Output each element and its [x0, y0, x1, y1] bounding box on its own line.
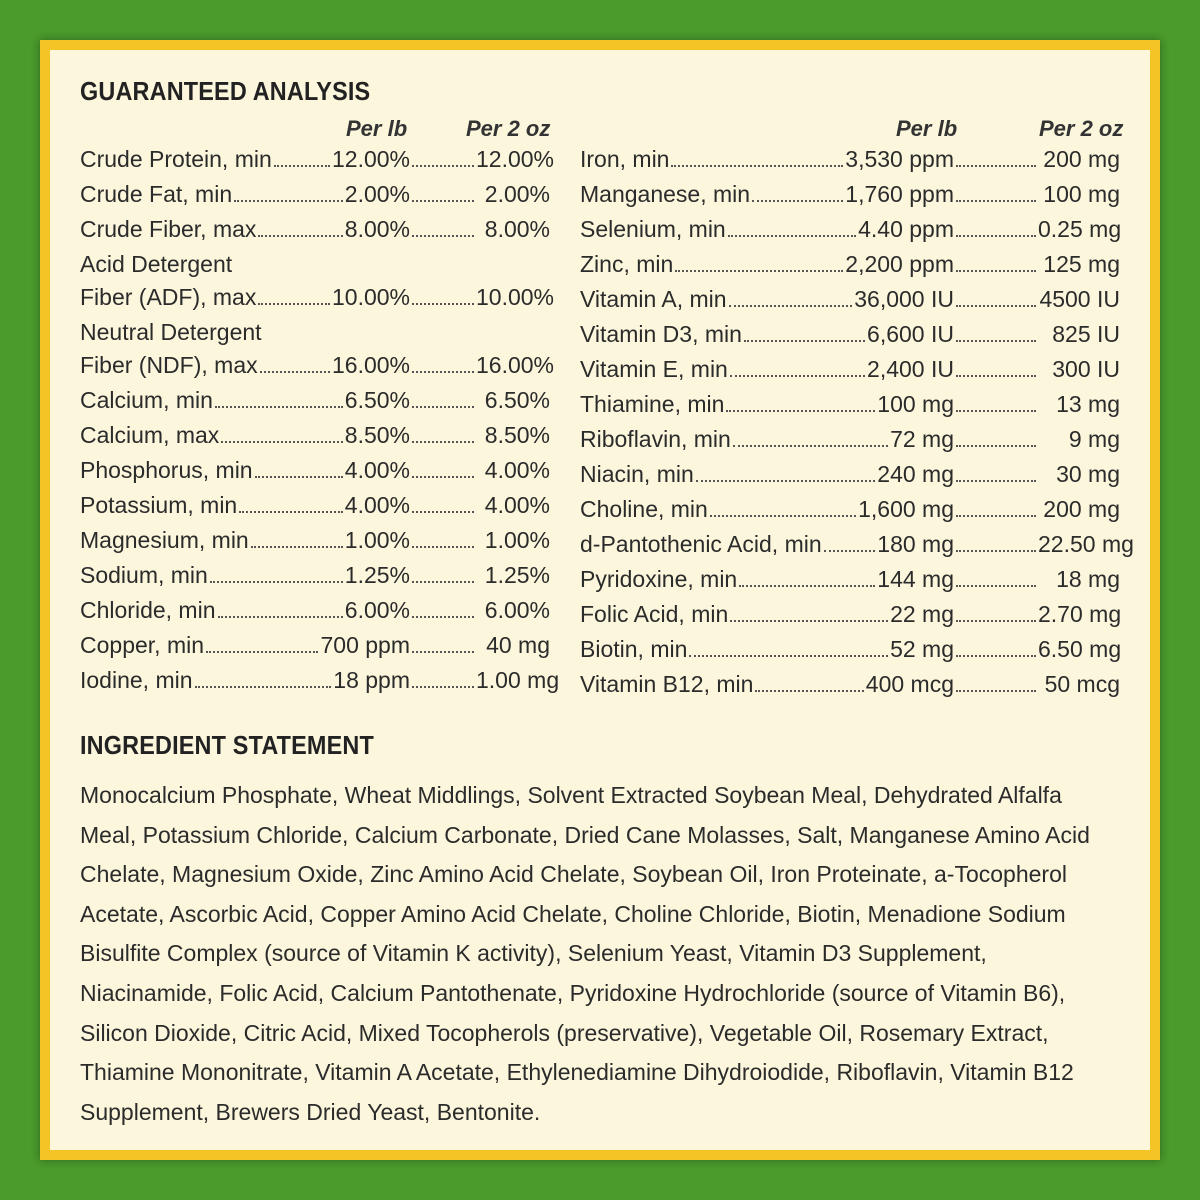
nutrient-name: Magnesium, min: [80, 527, 249, 553]
nutrient-row: [80, 562, 550, 597]
dot-leader: [956, 445, 1036, 447]
per-lb-value: 700 ppm: [320, 632, 410, 658]
nutrient-name: Crude Fiber, max: [80, 216, 257, 242]
dot-leader: [956, 690, 1036, 692]
per-2oz-value: 9 mg: [1068, 426, 1120, 452]
nutrient-name: Phosphorus, min: [80, 457, 253, 483]
dot-leader: [733, 445, 888, 447]
per-2oz-value: 30 mg: [1056, 461, 1120, 487]
dot-leader: [956, 305, 1036, 307]
nutrient-name: Vitamin E, min: [580, 356, 728, 382]
nutrient-name: Calcium, max: [80, 422, 220, 448]
per-lb-value: 2.00%: [344, 181, 410, 207]
nutrient-row: [80, 632, 550, 667]
dot-leader: [728, 235, 856, 237]
nutrient-row: [580, 286, 1120, 321]
per-lb-value: 10.00%: [331, 284, 410, 310]
nutrient-name: Vitamin B12, min: [580, 671, 754, 697]
nutrient-name: Biotin, min: [580, 636, 688, 662]
dot-leader: [412, 371, 474, 373]
nutrient-name: Copper, min: [80, 632, 205, 658]
per-lb-value: 1,760 ppm: [845, 181, 954, 207]
dot-leader: [744, 340, 865, 342]
ingredient-statement-heading: INGREDIENT STATEMENT: [80, 730, 374, 760]
dot-leader: [412, 511, 474, 513]
dot-leader: [206, 651, 318, 653]
per-lb-value: 4.40 ppm: [858, 216, 954, 242]
per-lb-value: 4.00%: [344, 492, 410, 518]
nutrient-name: Riboflavin, min: [580, 426, 731, 452]
dot-leader: [412, 616, 474, 618]
per-2oz-value: 18 mg: [1056, 566, 1120, 592]
dot-leader: [956, 165, 1036, 167]
dot-leader: [729, 305, 853, 307]
dot-leader: [956, 410, 1036, 412]
per-lb-value: 52 mg: [890, 636, 954, 662]
dot-leader: [671, 165, 843, 167]
dot-leader: [412, 581, 474, 583]
per-lb-value: 1.25%: [344, 562, 410, 588]
column-headers: [580, 116, 1124, 146]
nutrient-name: Niacin, min: [580, 461, 694, 487]
nutrient-row: [80, 667, 560, 702]
per-2oz-value: 6.00%: [484, 597, 550, 623]
per-lb-value: 400 mcg: [865, 671, 954, 697]
nutrient-name: Zinc, min: [580, 251, 674, 277]
nutrient-name: Vitamin D3, min: [580, 321, 742, 347]
per-2oz-value: 16.00%: [476, 352, 555, 378]
nutrient-row: [580, 356, 1120, 391]
per-2oz-value: 40 mg: [486, 632, 550, 658]
dot-leader: [956, 585, 1036, 587]
per-lb-value: 8.50%: [344, 422, 410, 448]
dot-leader: [689, 655, 888, 657]
nutrition-label-card: [40, 40, 1160, 1160]
per-2oz-value: 1.00%: [484, 527, 550, 553]
per-2oz-value: 4500 IU: [1039, 286, 1120, 312]
dot-leader: [730, 620, 888, 622]
per-2oz-value: 6.50 mg: [1038, 636, 1122, 662]
nutrient-row: [80, 181, 550, 216]
nutrient-row: [580, 146, 1120, 181]
nutrient-row: [80, 527, 550, 562]
dot-leader: [956, 515, 1036, 517]
dot-leader: [956, 270, 1036, 272]
dot-leader: [221, 441, 342, 443]
per-2oz-value: 4.00%: [484, 457, 550, 483]
dot-leader: [274, 165, 330, 167]
per-2oz-value: 2.70 mg: [1038, 601, 1122, 627]
dot-leader: [726, 410, 875, 412]
dot-leader: [412, 651, 474, 653]
dot-leader: [412, 303, 474, 305]
nutrient-name: Manganese, min: [580, 181, 751, 207]
dot-leader: [956, 550, 1036, 552]
nutrient-row: [580, 566, 1120, 601]
dot-leader: [255, 476, 343, 478]
per-2oz-value: 22.50 mg: [1038, 531, 1134, 557]
guaranteed-analysis-heading: GUARANTEED ANALYSIS: [80, 76, 371, 106]
per-lb-value: 1,600 mg: [858, 496, 954, 522]
per-2oz-value: 0.25 mg: [1038, 216, 1122, 242]
analysis-column-left: [80, 116, 560, 702]
nutrient-name: Choline, min: [580, 496, 708, 522]
per-lb-value: 6.50%: [344, 387, 410, 413]
nutrient-name: Pyridoxine, min: [580, 566, 738, 592]
nutrient-row: [580, 461, 1120, 496]
per-lb-value: 8.00%: [344, 216, 410, 242]
per-2oz-value: 1.25%: [484, 562, 550, 588]
dot-leader: [412, 235, 474, 237]
nutrient-row: [580, 181, 1120, 216]
dot-leader: [412, 476, 474, 478]
per-lb-value: 6,600 IU: [867, 321, 954, 347]
nutrient-row: [80, 492, 550, 527]
dot-leader: [210, 581, 343, 583]
per-lb-value: 3,530 ppm: [845, 146, 954, 172]
dot-leader: [412, 686, 474, 688]
column-headers: [80, 116, 550, 146]
per-lb-value: 12.00%: [331, 146, 410, 172]
nutrient-name: Folic Acid, min: [580, 601, 729, 627]
nutrient-row: [580, 426, 1120, 461]
per-2oz-value: 4.00%: [484, 492, 550, 518]
nutrient-row: [80, 216, 550, 251]
per-2oz-value: 12.00%: [476, 146, 555, 172]
dot-leader: [956, 200, 1036, 202]
per-lb-value: 180 mg: [877, 531, 954, 557]
per-lb-value: 144 mg: [877, 566, 954, 592]
nutrient-name: d-Pantothenic Acid, min: [580, 531, 822, 557]
per-lb-value: 1.00%: [344, 527, 410, 553]
nutrient-row: [580, 671, 1120, 706]
per-lb-value: 18 ppm: [333, 667, 410, 693]
dot-leader: [696, 480, 876, 482]
dot-leader: [234, 200, 343, 202]
dot-leader: [260, 371, 330, 373]
nutrient-row: [580, 251, 1120, 286]
nutrient-name: Thiamine, min: [580, 391, 725, 417]
nutrient-name-line1: Acid Detergent: [80, 251, 233, 277]
nutrient-row: [80, 251, 555, 319]
nutrient-row: [80, 597, 550, 632]
dot-leader: [710, 515, 856, 517]
per-lb-header: Per lb: [346, 116, 408, 141]
dot-leader: [412, 441, 474, 443]
dot-leader: [412, 546, 474, 548]
nutrient-row: [580, 496, 1120, 531]
nutrient-name: Potassium, min: [80, 492, 238, 518]
per-2oz-value: 300 IU: [1052, 356, 1120, 382]
dot-leader: [218, 616, 343, 618]
per-2oz-value: 825 IU: [1052, 321, 1120, 347]
nutrient-row: [580, 601, 1120, 636]
dot-leader: [956, 340, 1036, 342]
nutrient-row: [80, 387, 550, 422]
per-lb-value: 6.00%: [344, 597, 410, 623]
nutrient-name: Vitamin A, min: [580, 286, 727, 312]
dot-leader: [730, 375, 865, 377]
dot-leader: [755, 690, 863, 692]
dot-leader: [675, 270, 843, 272]
dot-leader: [258, 303, 330, 305]
per-lb-value: 4.00%: [344, 457, 410, 483]
per-2oz-value: 2.00%: [484, 181, 550, 207]
nutrient-name: Selenium, min: [580, 216, 726, 242]
nutrient-row: [80, 319, 555, 387]
per-lb-value: 16.00%: [331, 352, 410, 378]
dot-leader: [956, 655, 1036, 657]
per-lb-value: 100 mg: [877, 391, 954, 417]
nutrient-row: [580, 321, 1120, 356]
nutrient-name: Fiber (NDF), max: [80, 352, 258, 378]
per-lb-value: 2,400 IU: [867, 356, 954, 382]
dot-leader: [956, 480, 1036, 482]
analysis-list-left: [80, 146, 560, 702]
dot-leader: [956, 375, 1036, 377]
nutrient-name: Chloride, min: [80, 597, 216, 623]
nutrient-name: Crude Protein, min: [80, 146, 272, 172]
nutrient-row: [580, 216, 1120, 251]
dot-leader: [824, 550, 876, 552]
per-lb-value: 36,000 IU: [854, 286, 954, 312]
nutrient-row: [80, 146, 555, 181]
per-2oz-header: Per 2 oz: [1039, 116, 1124, 141]
dot-leader: [739, 585, 875, 587]
nutrient-name: Crude Fat, min: [80, 181, 233, 207]
per-2oz-value: 100 mg: [1043, 181, 1120, 207]
per-2oz-value: 1.00 mg: [476, 667, 560, 693]
dot-leader: [412, 406, 474, 408]
nutrient-row: [580, 531, 1134, 566]
per-2oz-value: 8.00%: [484, 216, 550, 242]
analysis-list-right: [580, 146, 1134, 706]
per-lb-value: 2,200 ppm: [845, 251, 954, 277]
dot-leader: [956, 620, 1036, 622]
nutrient-row: [80, 457, 550, 492]
nutrient-name: Fiber (ADF), max: [80, 284, 257, 310]
dot-leader: [258, 235, 342, 237]
nutrient-name: Iron, min: [580, 146, 670, 172]
dot-leader: [195, 686, 332, 688]
dot-leader: [412, 200, 474, 202]
dot-leader: [956, 235, 1036, 237]
per-lb-value: 72 mg: [890, 426, 954, 452]
dot-leader: [239, 511, 343, 513]
nutrient-row: [80, 422, 550, 457]
nutrient-name-line1: Neutral Detergent: [80, 319, 262, 345]
per-2oz-value: 8.50%: [484, 422, 550, 448]
per-2oz-value: 50 mcg: [1044, 671, 1120, 697]
nutrient-row: [580, 636, 1120, 671]
ingredient-statement-text: Monocalcium Phosphate, Wheat Middlings, Solvent Extracted Soybean Meal, Dehydrated Alfalfa Meal, Potassium Chloride, Calcium Carbonate, Dried Cane Molasses, Salt, Manganese Amino Acid Chelate, Magnesium Oxide, Zinc Amino Acid Chelate, Soybean Oil, Iron Proteinate, a-Tocopherol Acetate, Ascorbic Acid, Copper Amino Acid Chelate, Choline Chloride, Biotin, Menadione Sodium Bisulfite Complex (source of Vitamin K activity), Selenium Yeast, Vitamin D3 Supplement, Niacinamide, Folic Acid, Calcium Pantothenate, Pyridoxine Hydrochloride (source of Vitamin B6), Silicon Dioxide, Citric Acid, Mixed Tocopherols (preservative), Vegetable Oil, Rosemary Extract, Thiamine Mononitrate, Vitamin A Acetate, Ethylenediamine Dihydroiodide, Riboflavin, Vitamin B12 Supplement, Brewers Dried Yeast, Bentonite.: [80, 782, 1090, 1125]
per-2oz-value: 10.00%: [476, 284, 555, 310]
dot-leader: [752, 200, 843, 202]
per-2oz-value: 200 mg: [1043, 496, 1120, 522]
nutrient-name: Iodine, min: [80, 667, 193, 693]
dot-leader: [412, 165, 474, 167]
dot-leader: [215, 406, 343, 408]
nutrient-name: Sodium, min: [80, 562, 208, 588]
per-2oz-value: 6.50%: [484, 387, 550, 413]
per-lb-header: Per lb: [896, 116, 958, 141]
per-lb-value: 22 mg: [890, 601, 954, 627]
per-lb-value: 240 mg: [877, 461, 954, 487]
per-2oz-header: Per 2 oz: [466, 116, 551, 141]
per-2oz-value: 13 mg: [1056, 391, 1120, 417]
per-2oz-value: 200 mg: [1043, 146, 1120, 172]
per-2oz-value: 125 mg: [1043, 251, 1120, 277]
dot-leader: [251, 546, 343, 548]
analysis-column-right: [580, 116, 1134, 706]
nutrient-row: [580, 391, 1120, 426]
nutrient-name: Calcium, min: [80, 387, 213, 413]
